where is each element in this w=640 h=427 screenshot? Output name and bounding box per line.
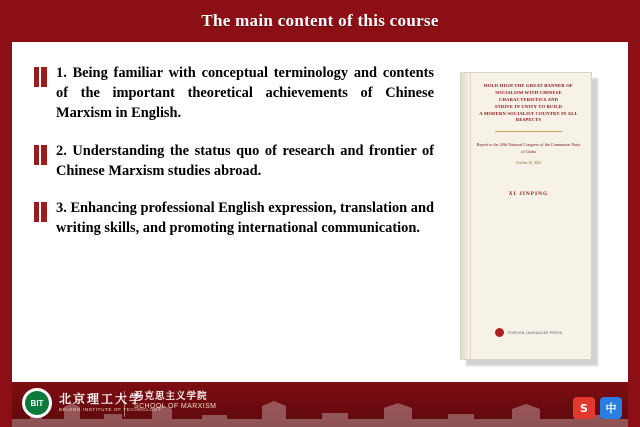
- footer-divider: [124, 391, 125, 417]
- book-title-line-4: A MODERN SOCIALIST COUNTRY IN ALL RESPECTS: [479, 110, 578, 123]
- book-author: XI JINPING: [508, 190, 549, 197]
- s-logo-icon[interactable]: S: [573, 397, 595, 419]
- bullet-text: 2. Understanding the status quo of research and frontier of Chinese Marxism studies abroad.: [56, 142, 434, 179]
- book-title-line-2: SOCIALISM WITH CHINESE CHARACTERISTICS AND: [495, 89, 562, 102]
- list-item: [34, 64, 434, 124]
- bullet-list: [34, 64, 434, 257]
- bullet-marker-icon: [34, 145, 47, 165]
- book-cover: [460, 72, 592, 360]
- book-title-line-3: STRIVE IN UNITY TO BUILD: [494, 103, 563, 109]
- school-name-block: [134, 391, 216, 412]
- slide-title-bar: [12, 0, 628, 42]
- university-name-en: BEIJING INSTITUTE OF TECHNOLOGY: [59, 406, 162, 412]
- list-item: [34, 199, 434, 239]
- bullet-marker-icon: [34, 202, 47, 222]
- slide-body: [24, 42, 616, 382]
- chinese-ime-icon[interactable]: 中: [600, 397, 622, 419]
- page-title: The main content of this course: [201, 11, 439, 30]
- book-publisher-block: [475, 328, 582, 337]
- book-date: October 16, 2022: [515, 160, 542, 165]
- slide-footer: [12, 382, 628, 427]
- book-publisher: FOREIGN LANGUAGES PRESS: [507, 330, 563, 335]
- book-subtitle: Report to the 20th National Congress of the Communist Party of China: [476, 142, 581, 155]
- book-cover-content: [475, 83, 582, 351]
- book-divider: [495, 131, 561, 132]
- bullet-text: 3. Enhancing professional English expression, translation and writing skills, and promoting international communication.: [56, 200, 434, 237]
- university-logo-mark: BIT: [25, 391, 49, 415]
- university-name-cn: 北京理工大学: [59, 392, 144, 407]
- system-tray: [573, 397, 622, 419]
- university-logo-icon: [22, 388, 52, 418]
- list-item: [34, 142, 434, 182]
- bullet-text: 1. Being familiar with conceptual terminology and contents of the important theoretical achievements of Chinese Marxism in English.: [56, 65, 434, 121]
- publisher-emblem-icon: [495, 328, 504, 337]
- book-title-line-1: HOLD HIGH THE GREAT BANNER OF: [484, 83, 573, 88]
- book-image: [460, 72, 600, 367]
- school-name-cn: 马克思主义学院: [134, 391, 208, 402]
- school-name-en: SCHOOL OF MARXISM: [134, 402, 217, 410]
- bullet-marker-icon: [34, 67, 47, 87]
- book-spine: [461, 73, 471, 359]
